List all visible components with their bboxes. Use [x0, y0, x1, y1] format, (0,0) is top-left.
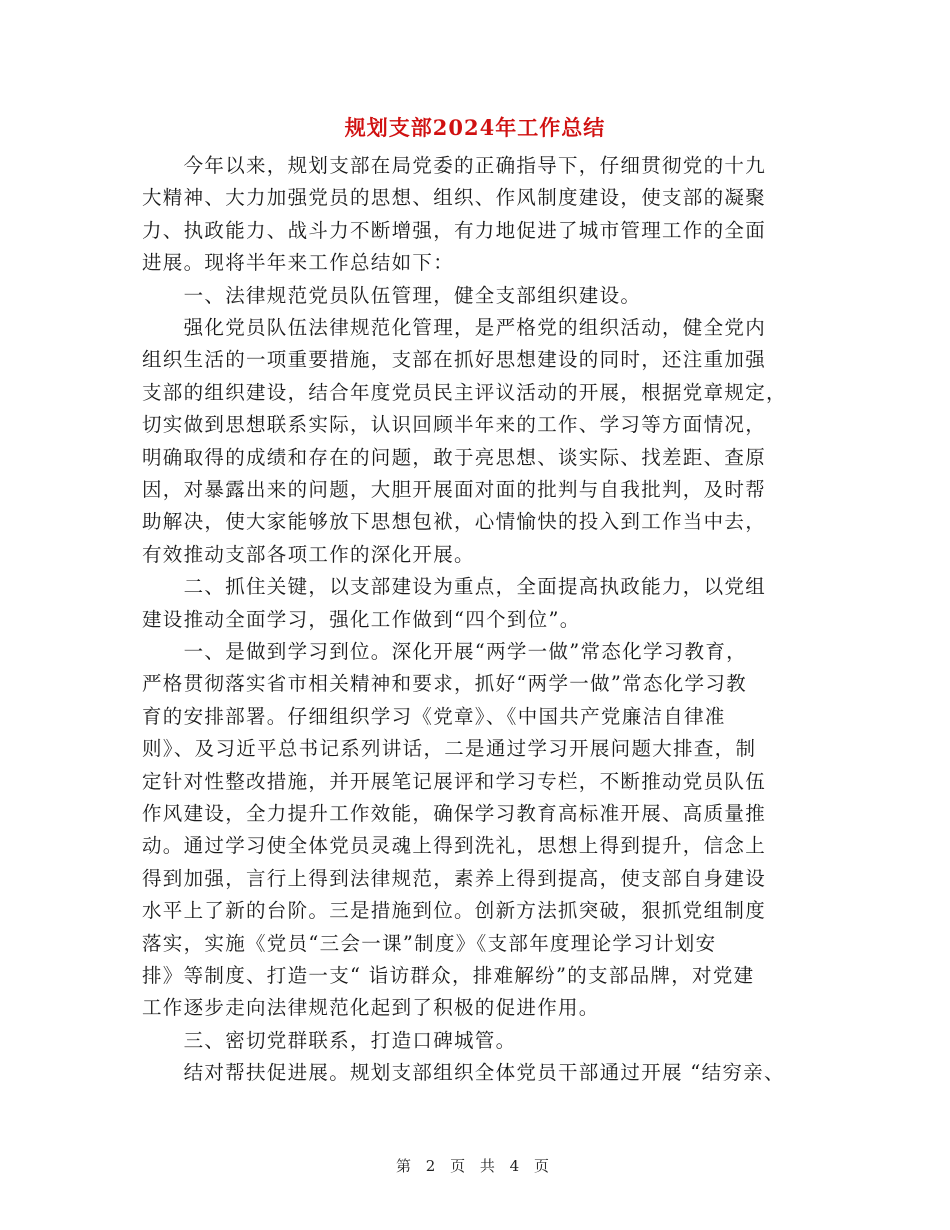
text-line: 切实做到思想联系实际，认识回顾半年来的工作、学习等方面情况，	[142, 413, 767, 437]
text-line: 落实，实施《党员“三会一课”制度》《支部年度理论学习计划安	[142, 931, 717, 955]
text-line: 一、是做到学习到位。深化开展“两学一做”常态化学习教育，	[142, 640, 747, 663]
page-footer: 第 2 页 共 4 页	[396, 1157, 554, 1175]
text-line: 严格贯彻落实省市相关精神和要求，抓好“两学一做”常态化学习教	[142, 672, 747, 696]
text-line: 强化党员队伍法律规范化管理，是严格党的组织活动，健全党内	[142, 316, 767, 339]
text-line: 三、密切党群联系，打造口碑城管。	[142, 1028, 517, 1052]
text-line: 二、抓住关键，以支部建设为重点，全面提高执政能力，以党组	[142, 575, 767, 599]
document-title: 规划支部2024年工作总结	[344, 115, 606, 140]
text-line: 助解决，使大家能够放下思想包袱，心情愉快的投入到工作当中去，	[142, 510, 767, 534]
text-line: 有效推动支部各项工作的深化开展。	[142, 542, 475, 566]
text-line: 定针对性整改措施，并开展笔记展评和学习专栏，不断推动党员队伍	[142, 769, 767, 793]
text-line: 大精神、大力加强党员的思想、组织、作风制度建设，使支部的凝聚	[142, 186, 767, 210]
text-line: 建设推动全面学习，强化工作做到“四个到位”。	[142, 607, 581, 631]
text-line: 支部的组织建设，结合年度党员民主评议活动的开展，根据党章规定，	[142, 380, 787, 404]
text-line: 动。通过学习使全体党员灵魂上得到洗礼，思想上得到提升，信念上	[142, 834, 767, 858]
text-line: 今年以来，规划支部在局党委的正确指导下，仔细贯彻党的十九	[142, 154, 767, 177]
text-line: 力、执政能力、战斗力不断增强，有力地促进了城市管理工作的全面	[142, 218, 767, 242]
text-line: 育的安排部署。仔细组织学习《党章》、《中国共产党廉洁自律准	[142, 704, 726, 728]
text-line: 水平上了新的台阶。三是措施到位。创新方法抓突破，狠抓党组制度	[142, 899, 767, 923]
text-line: 作风建设，全力提升工作效能，确保学习教育高标准开展、高质量推	[142, 802, 767, 825]
text-line: 一、法律规范党员队伍管理，健全支部组织建设。	[142, 283, 642, 307]
text-line: 因，对暴露出来的问题，大胆开展面对面的批判与自我批判，及时帮	[142, 478, 767, 501]
text-line: 工作逐步走向法律规范化起到了积极的促进作用。	[142, 996, 600, 1020]
text-line: 排》等制度、打造一支“ 诣访群众，排难解纷”的支部品牌，对党建	[142, 964, 755, 987]
text-line: 则》、及习近平总书记系列讲话，二是通过学习开展问题大排查，制	[142, 737, 757, 761]
text-line: 得到加强，言行上得到法律规范，素养上得到提高，使支部自身建设	[142, 866, 767, 890]
text-line: 结对帮扶促进展。规划支部组织全体党员干部通过开展 “结穷亲、	[142, 1061, 785, 1085]
text-line: 明确取得的成绩和存在的问题，敢于亮思想、谈实际、找差距、查原	[142, 445, 767, 469]
text-line: 进展。现将半年来工作总结如下：	[142, 251, 455, 275]
text-line: 组织生活的一项重要措施，支部在抓好思想建设的同时，还注重加强	[142, 348, 767, 372]
